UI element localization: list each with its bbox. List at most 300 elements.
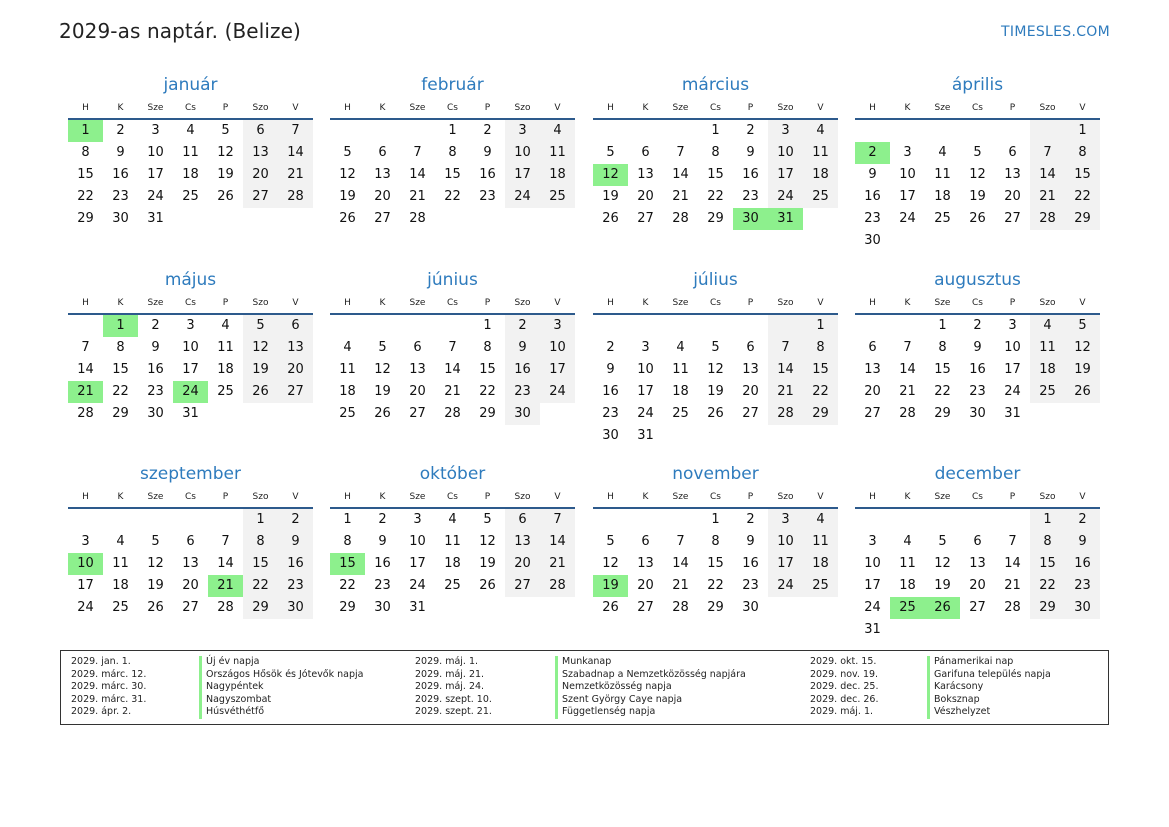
day-cell[interactable]: 20	[969, 578, 986, 593]
day-cell[interactable]: 23	[742, 189, 759, 204]
day-cell[interactable]: 13	[742, 362, 759, 377]
day-cell[interactable]: 24	[864, 600, 881, 615]
day-cell[interactable]: 14	[899, 362, 916, 377]
day-cell[interactable]: 22	[339, 578, 356, 593]
day-cell[interactable]: 19	[339, 189, 356, 204]
day-cell[interactable]: 11	[803, 142, 838, 164]
day-cell[interactable]: 3	[186, 318, 195, 333]
day-cell[interactable]: 28	[1030, 208, 1065, 230]
day-cell[interactable]: 23	[147, 384, 164, 399]
day-cell[interactable]: 30	[602, 428, 619, 443]
day-cell[interactable]: 3	[903, 145, 912, 160]
day-cell[interactable]: 16	[374, 556, 391, 571]
day-cell[interactable]: 2	[1065, 509, 1100, 531]
day-cell[interactable]: 2	[483, 123, 492, 138]
day-cell[interactable]: 20	[742, 384, 759, 399]
day-cell[interactable]: 19	[969, 189, 986, 204]
day-cell[interactable]: 24	[1004, 384, 1021, 399]
day-cell[interactable]: 25	[112, 600, 129, 615]
day-cell[interactable]: 14	[278, 142, 313, 164]
day-cell[interactable]: 27	[505, 575, 540, 597]
day-cell[interactable]: 20	[243, 164, 278, 186]
day-cell[interactable]: 27	[637, 211, 654, 226]
day-cell[interactable]: 19	[217, 167, 234, 182]
day-cell[interactable]: 6	[278, 315, 313, 337]
day-cell[interactable]: 8	[711, 534, 720, 549]
day-cell[interactable]: 31	[409, 600, 426, 615]
day-cell[interactable]: 31	[1004, 406, 1021, 421]
day-cell[interactable]: 4	[803, 509, 838, 531]
day-cell[interactable]: 4	[221, 318, 230, 333]
holiday-day-cell[interactable]: 30	[733, 208, 768, 230]
day-cell[interactable]: 24	[768, 186, 803, 208]
day-cell[interactable]: 27	[243, 186, 278, 208]
day-cell[interactable]: 2	[151, 318, 160, 333]
day-cell[interactable]: 15	[112, 362, 129, 377]
day-cell[interactable]: 9	[1065, 531, 1100, 553]
day-cell[interactable]: 21	[409, 189, 426, 204]
day-cell[interactable]: 6	[868, 340, 877, 355]
day-cell[interactable]: 12	[602, 556, 619, 571]
day-cell[interactable]: 1	[483, 318, 492, 333]
day-cell[interactable]: 20	[182, 578, 199, 593]
day-cell[interactable]: 9	[606, 362, 615, 377]
day-cell[interactable]: 24	[899, 211, 916, 226]
day-cell[interactable]: 17	[505, 164, 540, 186]
day-cell[interactable]: 19	[374, 384, 391, 399]
day-cell[interactable]: 23	[479, 189, 496, 204]
day-cell[interactable]: 7	[768, 337, 803, 359]
holiday-day-cell[interactable]: 1	[103, 315, 138, 337]
day-cell[interactable]: 10	[864, 556, 881, 571]
day-cell[interactable]: 10	[409, 534, 426, 549]
day-cell[interactable]: 17	[864, 578, 881, 593]
day-cell[interactable]: 26	[217, 189, 234, 204]
day-cell[interactable]: 12	[934, 556, 951, 571]
day-cell[interactable]: 29	[77, 211, 94, 226]
day-cell[interactable]: 27	[1004, 211, 1021, 226]
day-cell[interactable]: 2	[606, 340, 615, 355]
day-cell[interactable]: 21	[899, 384, 916, 399]
day-cell[interactable]: 18	[444, 556, 461, 571]
day-cell[interactable]: 23	[742, 578, 759, 593]
day-cell[interactable]: 23	[602, 406, 619, 421]
day-cell[interactable]: 21	[672, 578, 689, 593]
day-cell[interactable]: 2	[746, 512, 755, 527]
day-cell[interactable]: 25	[339, 406, 356, 421]
day-cell[interactable]: 23	[864, 211, 881, 226]
day-cell[interactable]: 10	[1004, 340, 1021, 355]
day-cell[interactable]: 21	[768, 381, 803, 403]
day-cell[interactable]: 20	[637, 578, 654, 593]
day-cell[interactable]: 3	[768, 509, 803, 531]
day-cell[interactable]: 12	[147, 556, 164, 571]
day-cell[interactable]: 23	[969, 384, 986, 399]
day-cell[interactable]: 11	[112, 556, 129, 571]
day-cell[interactable]: 23	[505, 381, 540, 403]
day-cell[interactable]: 18	[899, 578, 916, 593]
day-cell[interactable]: 8	[81, 145, 90, 160]
day-cell[interactable]: 8	[116, 340, 125, 355]
day-cell[interactable]: 11	[1030, 337, 1065, 359]
day-cell[interactable]: 6	[413, 340, 422, 355]
holiday-day-cell[interactable]: 31	[768, 208, 803, 230]
day-cell[interactable]: 2	[505, 315, 540, 337]
day-cell[interactable]: 4	[186, 123, 195, 138]
day-cell[interactable]: 22	[707, 189, 724, 204]
day-cell[interactable]: 6	[505, 509, 540, 531]
day-cell[interactable]: 16	[505, 359, 540, 381]
day-cell[interactable]: 1	[938, 318, 947, 333]
day-cell[interactable]: 19	[479, 556, 496, 571]
day-cell[interactable]: 25	[444, 578, 461, 593]
day-cell[interactable]: 30	[112, 211, 129, 226]
day-cell[interactable]: 13	[243, 142, 278, 164]
day-cell[interactable]: 8	[1030, 531, 1065, 553]
day-cell[interactable]: 3	[413, 512, 422, 527]
day-cell[interactable]: 6	[243, 120, 278, 142]
day-cell[interactable]: 5	[606, 145, 615, 160]
day-cell[interactable]: 29	[112, 406, 129, 421]
day-cell[interactable]: 13	[182, 556, 199, 571]
day-cell[interactable]: 13	[637, 556, 654, 571]
day-cell[interactable]: 30	[278, 597, 313, 619]
day-cell[interactable]: 15	[934, 362, 951, 377]
day-cell[interactable]: 11	[444, 534, 461, 549]
day-cell[interactable]: 20	[278, 359, 313, 381]
day-cell[interactable]: 6	[1008, 145, 1017, 160]
day-cell[interactable]: 11	[217, 340, 234, 355]
day-cell[interactable]: 14	[444, 362, 461, 377]
day-cell[interactable]: 13	[1004, 167, 1021, 182]
day-cell[interactable]: 24	[409, 578, 426, 593]
day-cell[interactable]: 31	[182, 406, 199, 421]
day-cell[interactable]: 17	[1004, 362, 1021, 377]
day-cell[interactable]: 11	[803, 531, 838, 553]
day-cell[interactable]: 3	[768, 120, 803, 142]
day-cell[interactable]: 13	[409, 362, 426, 377]
day-cell[interactable]: 7	[676, 145, 685, 160]
day-cell[interactable]: 3	[1008, 318, 1017, 333]
day-cell[interactable]: 26	[602, 600, 619, 615]
day-cell[interactable]: 24	[77, 600, 94, 615]
day-cell[interactable]: 4	[903, 534, 912, 549]
day-cell[interactable]: 19	[602, 189, 619, 204]
day-cell[interactable]: 29	[707, 600, 724, 615]
day-cell[interactable]: 7	[448, 340, 457, 355]
day-cell[interactable]: 4	[343, 340, 352, 355]
day-cell[interactable]: 22	[77, 189, 94, 204]
day-cell[interactable]: 25	[540, 186, 575, 208]
day-cell[interactable]: 30	[742, 600, 759, 615]
day-cell[interactable]: 27	[182, 600, 199, 615]
day-cell[interactable]: 21	[278, 164, 313, 186]
day-cell[interactable]: 14	[672, 556, 689, 571]
day-cell[interactable]: 5	[606, 534, 615, 549]
day-cell[interactable]: 1	[711, 123, 720, 138]
day-cell[interactable]: 22	[112, 384, 129, 399]
day-cell[interactable]: 26	[707, 406, 724, 421]
day-cell[interactable]: 16	[602, 384, 619, 399]
day-cell[interactable]: 24	[147, 189, 164, 204]
day-cell[interactable]: 25	[182, 189, 199, 204]
day-cell[interactable]: 29	[339, 600, 356, 615]
day-cell[interactable]: 17	[182, 362, 199, 377]
day-cell[interactable]: 26	[602, 211, 619, 226]
day-cell[interactable]: 12	[339, 167, 356, 182]
day-cell[interactable]: 17	[409, 556, 426, 571]
day-cell[interactable]: 18	[540, 164, 575, 186]
day-cell[interactable]: 5	[221, 123, 230, 138]
day-cell[interactable]: 13	[505, 531, 540, 553]
day-cell[interactable]: 18	[112, 578, 129, 593]
day-cell[interactable]: 9	[973, 340, 982, 355]
day-cell[interactable]: 1	[711, 512, 720, 527]
day-cell[interactable]: 6	[641, 145, 650, 160]
day-cell[interactable]: 5	[483, 512, 492, 527]
day-cell[interactable]: 6	[641, 534, 650, 549]
day-cell[interactable]: 15	[444, 167, 461, 182]
day-cell[interactable]: 20	[1004, 189, 1021, 204]
day-cell[interactable]: 12	[479, 534, 496, 549]
day-cell[interactable]: 4	[1030, 315, 1065, 337]
day-cell[interactable]: 8	[938, 340, 947, 355]
day-cell[interactable]: 9	[505, 337, 540, 359]
day-cell[interactable]: 10	[768, 531, 803, 553]
day-cell[interactable]: 30	[1065, 597, 1100, 619]
day-cell[interactable]: 20	[864, 384, 881, 399]
day-cell[interactable]: 22	[444, 189, 461, 204]
day-cell[interactable]: 8	[803, 337, 838, 359]
day-cell[interactable]: 19	[147, 578, 164, 593]
day-cell[interactable]: 9	[746, 145, 755, 160]
day-cell[interactable]: 18	[803, 164, 838, 186]
day-cell[interactable]: 28	[672, 600, 689, 615]
day-cell[interactable]: 8	[711, 145, 720, 160]
day-cell[interactable]: 30	[147, 406, 164, 421]
day-cell[interactable]: 11	[540, 142, 575, 164]
day-cell[interactable]: 29	[934, 406, 951, 421]
day-cell[interactable]: 19	[707, 384, 724, 399]
day-cell[interactable]: 7	[903, 340, 912, 355]
day-cell[interactable]: 21	[1030, 186, 1065, 208]
day-cell[interactable]: 29	[243, 597, 278, 619]
day-cell[interactable]: 23	[112, 189, 129, 204]
day-cell[interactable]: 20	[409, 384, 426, 399]
holiday-day-cell[interactable]: 25	[890, 597, 925, 619]
day-cell[interactable]: 24	[768, 575, 803, 597]
day-cell[interactable]: 30	[864, 233, 881, 248]
day-cell[interactable]: 28	[278, 186, 313, 208]
day-cell[interactable]: 28	[540, 575, 575, 597]
day-cell[interactable]: 30	[505, 403, 540, 425]
day-cell[interactable]: 4	[540, 120, 575, 142]
day-cell[interactable]: 12	[217, 145, 234, 160]
day-cell[interactable]: 4	[448, 512, 457, 527]
day-cell[interactable]: 27	[637, 600, 654, 615]
day-cell[interactable]: 15	[77, 167, 94, 182]
day-cell[interactable]: 15	[1030, 553, 1065, 575]
day-cell[interactable]: 26	[243, 381, 278, 403]
day-cell[interactable]: 27	[864, 406, 881, 421]
day-cell[interactable]: 6	[973, 534, 982, 549]
day-cell[interactable]: 9	[116, 145, 125, 160]
day-cell[interactable]: 6	[746, 340, 755, 355]
day-cell[interactable]: 24	[505, 186, 540, 208]
holiday-day-cell[interactable]: 21	[68, 381, 103, 403]
day-cell[interactable]: 10	[505, 142, 540, 164]
day-cell[interactable]: 1	[448, 123, 457, 138]
day-cell[interactable]: 2	[378, 512, 387, 527]
day-cell[interactable]: 26	[1065, 381, 1100, 403]
day-cell[interactable]: 15	[479, 362, 496, 377]
day-cell[interactable]: 1	[343, 512, 352, 527]
holiday-day-cell[interactable]: 2	[855, 142, 890, 164]
day-cell[interactable]: 3	[151, 123, 160, 138]
day-cell[interactable]: 5	[1065, 315, 1100, 337]
day-cell[interactable]: 2	[116, 123, 125, 138]
day-cell[interactable]: 9	[151, 340, 160, 355]
day-cell[interactable]: 24	[637, 406, 654, 421]
day-cell[interactable]: 17	[147, 167, 164, 182]
holiday-day-cell[interactable]: 10	[68, 553, 103, 575]
day-cell[interactable]: 12	[374, 362, 391, 377]
day-cell[interactable]: 22	[1030, 575, 1065, 597]
day-cell[interactable]: 25	[934, 211, 951, 226]
day-cell[interactable]: 10	[899, 167, 916, 182]
day-cell[interactable]: 27	[969, 600, 986, 615]
day-cell[interactable]: 30	[969, 406, 986, 421]
day-cell[interactable]: 29	[1030, 597, 1065, 619]
day-cell[interactable]: 13	[637, 167, 654, 182]
day-cell[interactable]: 13	[864, 362, 881, 377]
day-cell[interactable]: 9	[378, 534, 387, 549]
day-cell[interactable]: 2	[973, 318, 982, 333]
day-cell[interactable]: 9	[278, 531, 313, 553]
day-cell[interactable]: 17	[77, 578, 94, 593]
day-cell[interactable]: 15	[803, 359, 838, 381]
day-cell[interactable]: 14	[217, 556, 234, 571]
day-cell[interactable]: 25	[803, 186, 838, 208]
day-cell[interactable]: 1	[1030, 509, 1065, 531]
day-cell[interactable]: 17	[899, 189, 916, 204]
day-cell[interactable]: 7	[676, 534, 685, 549]
day-cell[interactable]: 7	[1030, 142, 1065, 164]
day-cell[interactable]: 7	[540, 509, 575, 531]
day-cell[interactable]: 17	[637, 384, 654, 399]
day-cell[interactable]: 12	[969, 167, 986, 182]
day-cell[interactable]: 1	[803, 315, 838, 337]
day-cell[interactable]: 26	[147, 600, 164, 615]
day-cell[interactable]: 3	[81, 534, 90, 549]
holiday-day-cell[interactable]: 26	[925, 597, 960, 619]
day-cell[interactable]: 2	[746, 123, 755, 138]
day-cell[interactable]: 15	[707, 167, 724, 182]
day-cell[interactable]: 16	[147, 362, 164, 377]
day-cell[interactable]: 16	[479, 167, 496, 182]
holiday-day-cell[interactable]: 19	[593, 575, 628, 597]
day-cell[interactable]: 10	[147, 145, 164, 160]
day-cell[interactable]: 28	[899, 406, 916, 421]
day-cell[interactable]: 28	[768, 403, 803, 425]
day-cell[interactable]: 11	[182, 145, 199, 160]
day-cell[interactable]: 26	[339, 211, 356, 226]
day-cell[interactable]: 23	[278, 575, 313, 597]
day-cell[interactable]: 10	[637, 362, 654, 377]
day-cell[interactable]: 23	[1065, 575, 1100, 597]
day-cell[interactable]: 16	[742, 556, 759, 571]
holiday-day-cell[interactable]: 15	[330, 553, 365, 575]
day-cell[interactable]: 13	[278, 337, 313, 359]
day-cell[interactable]: 6	[378, 145, 387, 160]
day-cell[interactable]: 14	[77, 362, 94, 377]
day-cell[interactable]: 25	[217, 384, 234, 399]
day-cell[interactable]: 13	[969, 556, 986, 571]
day-cell[interactable]: 26	[374, 406, 391, 421]
day-cell[interactable]: 31	[637, 428, 654, 443]
day-cell[interactable]: 28	[409, 211, 426, 226]
day-cell[interactable]: 8	[343, 534, 352, 549]
day-cell[interactable]: 11	[339, 362, 356, 377]
day-cell[interactable]: 18	[182, 167, 199, 182]
day-cell[interactable]: 19	[243, 359, 278, 381]
day-cell[interactable]: 18	[1030, 359, 1065, 381]
day-cell[interactable]: 5	[151, 534, 160, 549]
day-cell[interactable]: 26	[479, 578, 496, 593]
day-cell[interactable]: 3	[868, 534, 877, 549]
day-cell[interactable]: 16	[969, 362, 986, 377]
day-cell[interactable]: 5	[973, 145, 982, 160]
day-cell[interactable]: 29	[479, 406, 496, 421]
day-cell[interactable]: 4	[116, 534, 125, 549]
holiday-day-cell[interactable]: 1	[68, 120, 103, 142]
day-cell[interactable]: 19	[934, 578, 951, 593]
day-cell[interactable]: 12	[707, 362, 724, 377]
day-cell[interactable]: 5	[938, 534, 947, 549]
day-cell[interactable]: 18	[934, 189, 951, 204]
day-cell[interactable]: 21	[444, 384, 461, 399]
day-cell[interactable]: 15	[243, 553, 278, 575]
day-cell[interactable]: 13	[374, 167, 391, 182]
day-cell[interactable]: 12	[243, 337, 278, 359]
day-cell[interactable]: 10	[768, 142, 803, 164]
day-cell[interactable]: 20	[505, 553, 540, 575]
day-cell[interactable]: 5	[243, 315, 278, 337]
day-cell[interactable]: 3	[505, 120, 540, 142]
day-cell[interactable]: 6	[186, 534, 195, 549]
day-cell[interactable]: 19	[1065, 359, 1100, 381]
day-cell[interactable]: 15	[707, 556, 724, 571]
holiday-day-cell[interactable]: 24	[173, 381, 208, 403]
day-cell[interactable]: 11	[899, 556, 916, 571]
day-cell[interactable]: 18	[217, 362, 234, 377]
day-cell[interactable]: 1	[243, 509, 278, 531]
day-cell[interactable]: 20	[374, 189, 391, 204]
day-cell[interactable]: 3	[540, 315, 575, 337]
day-cell[interactable]: 4	[803, 120, 838, 142]
day-cell[interactable]: 7	[221, 534, 230, 549]
day-cell[interactable]: 10	[182, 340, 199, 355]
day-cell[interactable]: 28	[672, 211, 689, 226]
day-cell[interactable]: 27	[742, 406, 759, 421]
day-cell[interactable]: 23	[374, 578, 391, 593]
day-cell[interactable]: 22	[243, 575, 278, 597]
day-cell[interactable]: 22	[934, 384, 951, 399]
day-cell[interactable]: 15	[1065, 164, 1100, 186]
day-cell[interactable]: 8	[483, 340, 492, 355]
day-cell[interactable]: 27	[278, 381, 313, 403]
day-cell[interactable]: 14	[672, 167, 689, 182]
